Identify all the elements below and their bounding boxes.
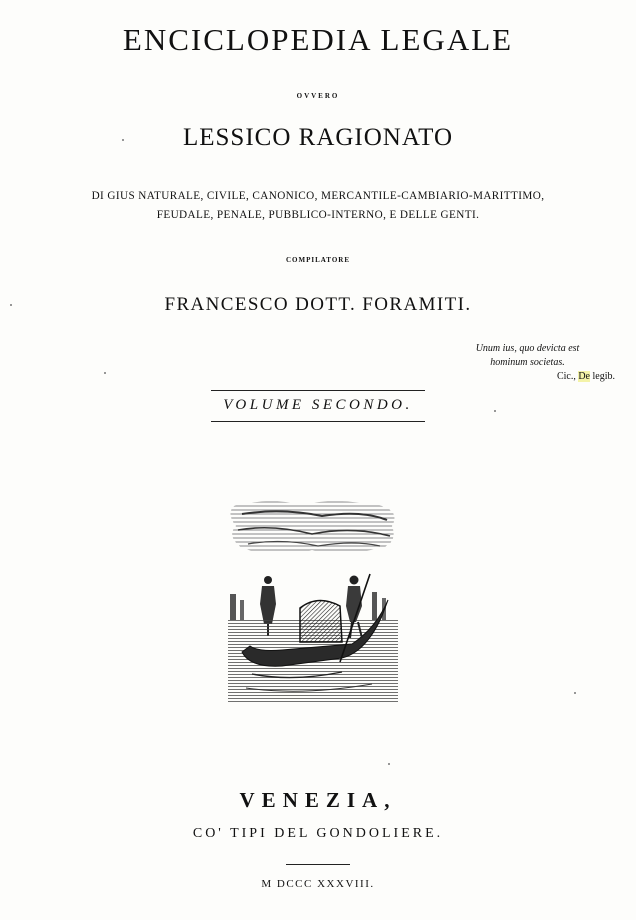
title-connector: OVVERO — [296, 92, 340, 100]
author-name: FRANCESCO DOTT. FORAMITI. — [164, 294, 472, 315]
epigraph — [440, 342, 615, 384]
paper-speck — [10, 304, 12, 306]
volume-rule-top — [211, 390, 425, 391]
epigraph-citation — [440, 370, 615, 384]
subject-description-line-1: DI GIUS NATURALE, CIVILE, CANONICO, MERCANTILE-CAMBIARIO-MARITTIMO, — [91, 190, 545, 202]
paper-speck — [104, 372, 106, 374]
imprint-printer: CO' TIPI DEL GONDOLIERE. — [192, 826, 444, 841]
epigraph-line-2: hominum societas. — [490, 357, 565, 368]
imprint-city: VENEZIA, — [239, 788, 397, 812]
citation-highlighted-word: De — [578, 371, 590, 382]
paper-speck — [388, 763, 390, 765]
book-title: ENCICLOPEDIA LEGALE — [122, 22, 514, 57]
paper-speck — [122, 139, 124, 141]
volume-rule-bottom — [211, 421, 425, 422]
imprint-rule — [286, 864, 350, 865]
book-subtitle: LESSICO RAGIONATO — [182, 124, 454, 151]
paper-speck — [494, 410, 496, 412]
compiler-label: COMPILATORE — [285, 256, 351, 264]
subject-description-line-2: FEUDALE, PENALE, PUBBLICO-INTERNO, E DELLE GENTI. — [156, 209, 480, 221]
volume-label: VOLUME SECONDO. — [223, 397, 413, 413]
gondola-engraving-icon — [222, 496, 404, 714]
citation-work: legib. — [590, 371, 615, 382]
citation-author: Cic., — [556, 371, 579, 382]
paper-speck — [574, 692, 576, 694]
epigraph-line-1: Unum ius, quo devicta est — [475, 343, 580, 354]
imprint-date: M DCCC XXXVIII. — [261, 878, 375, 890]
